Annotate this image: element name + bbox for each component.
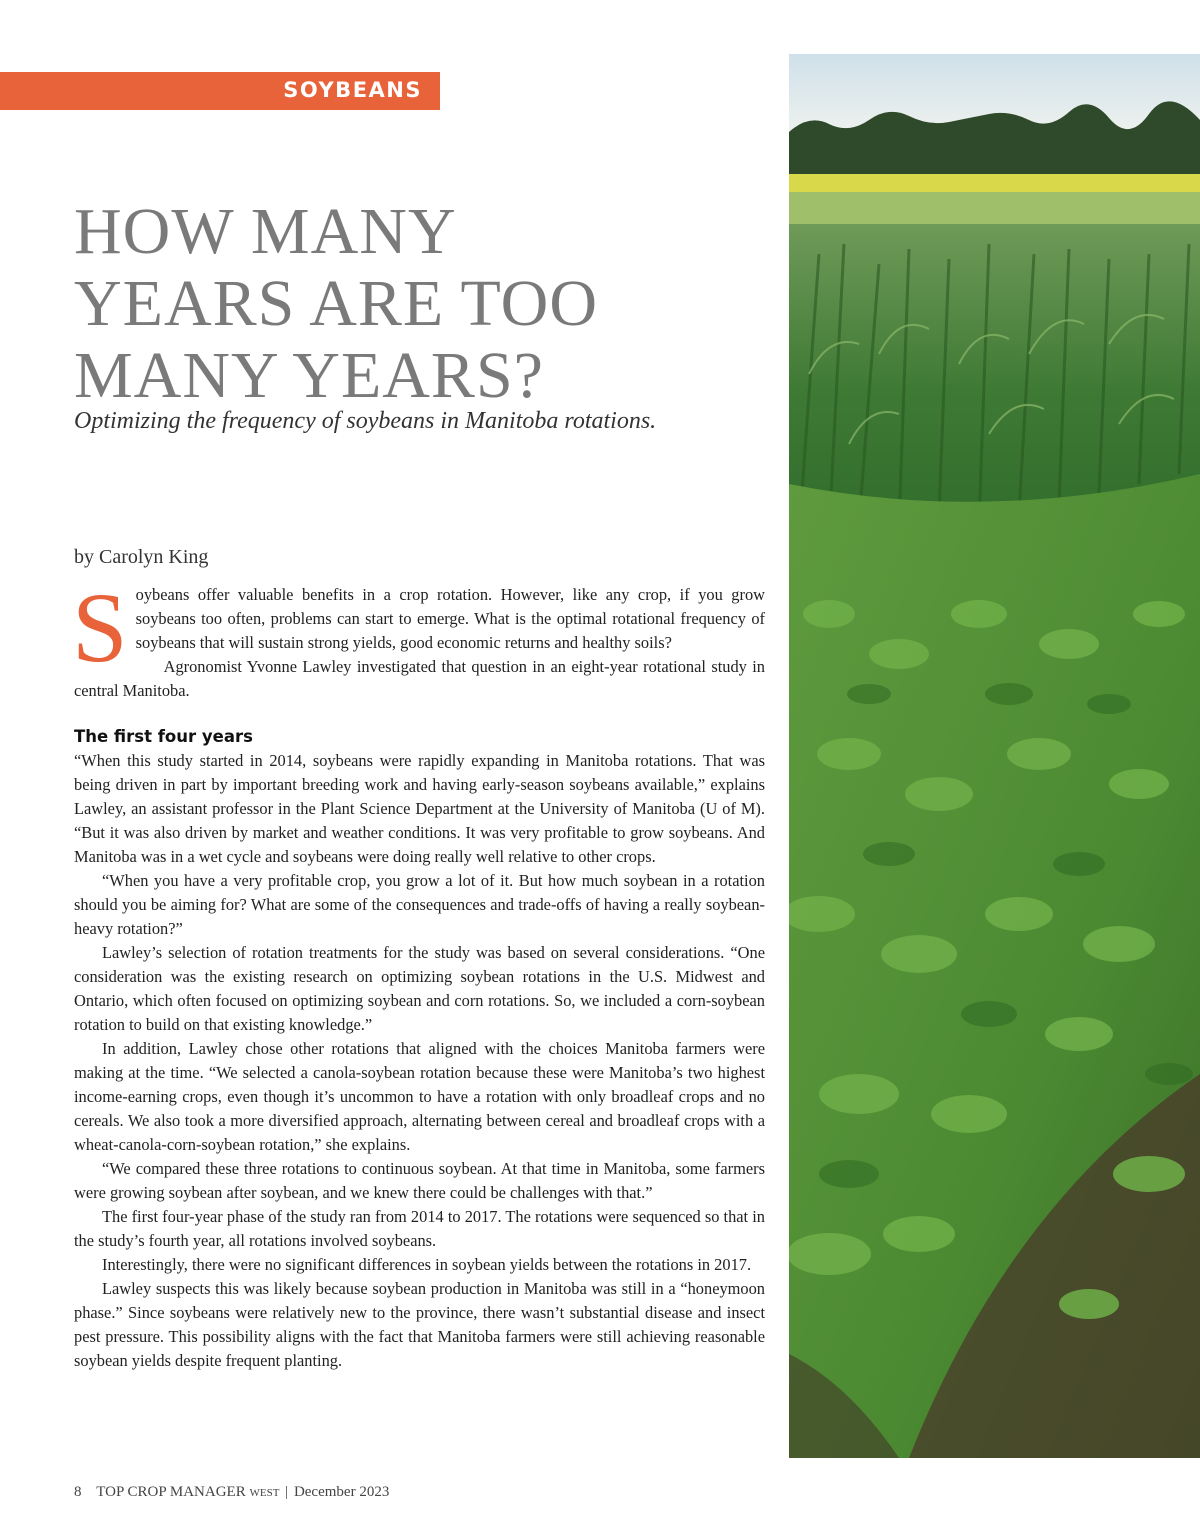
section-tag	[0, 72, 440, 110]
paragraph: “When you have a very profitable crop, you grow a lot of it. But how much soybean in a rotation should you be aiming for? What are some of the consequences and trade-offs of having a really soybean-heavy rotation?”	[74, 871, 765, 938]
article-subtitle: Optimizing the frequency of soybeans in Manitoba rotations.	[74, 408, 657, 434]
paragraph: “We compared these three rotations to continuous soybean. At that time in Manitoba, some farmers were growing soybean after soybean, and we knew there could be challenges with that.”	[74, 1159, 765, 1202]
paragraph: “When this study started in 2014, soybeans were rapidly expanding in Manitoba rotations. That was being driven in part by important breeding work and having early-season soybeans available,” explains Lawley, an assistant professor in the Plant Science Department at the University of Manitoba (U of M). “But it was also driven by market and weather conditions. It was very profitable to grow soybeans. And Manitoba was in a wet cycle and soybeans were doing really well relative to other crops.	[74, 751, 765, 866]
drop-cap: S	[72, 572, 128, 683]
article-title	[74, 196, 774, 412]
field-photo	[789, 54, 1200, 1458]
paragraph: In addition, Lawley chose other rotations that aligned with the choices Manitoba farmers were making at the time. “We selected a canola-soybean rotation because these were Manitoba’s two highest income-earning crops, even though it’s uncommon to have a rotation with only broadleaf crops and no cereals. We also took a more diversified approach, alternating between cereal and broadleaf crops with a wheat-canola-corn-soybean rotation,” she explains.	[74, 1039, 765, 1154]
paragraph: Lawley suspects this was likely because soybean production in Manitoba was still in a “honeymoon phase.” Since soybeans were relatively new to the province, there wasn’t substantial disease and insect pest pressure. This possibility aligns with the fact that Manitoba farmers were still achieving reasonable soybean yields despite frequent planting.	[74, 1279, 765, 1370]
title-line: YEARS ARE TOO	[74, 267, 598, 340]
publication-name: TOP CROP MANAGER	[96, 1484, 246, 1500]
paragraph: Agronomist Yvonne Lawley investigated that question in an eight-year rotational study in central Manitoba.	[74, 657, 765, 700]
paragraph: Interestingly, there were no significant differences in soybean yields between the rotations in 2017.	[102, 1255, 752, 1274]
page-footer	[74, 1484, 389, 1501]
byline: by Carolyn King	[74, 546, 209, 568]
publication-edition: WEST	[249, 1487, 280, 1499]
section-heading: The first four years	[74, 727, 253, 746]
footer-separator: |	[285, 1484, 289, 1500]
intro-text: oybeans offer valuable benefits in a crop rotation. However, like any crop, if you grow soybeans too often, problems can start to emerge. What is the optimal rotational frequency of soybeans that will sustain strong yields, good economic returns and healthy soils?	[135, 585, 765, 652]
paragraph: The first four-year phase of the study ran from 2014 to 2017. The rotations were sequenced so that in the study’s fourth year, all rotations involved soybeans.	[74, 1207, 765, 1250]
article-body	[72, 572, 765, 1373]
page-number: 8	[74, 1484, 82, 1500]
title-line: HOW MANY	[74, 195, 457, 268]
title-line: MANY YEARS?	[74, 339, 544, 412]
section-tag-label: SOYBEANS	[283, 78, 422, 102]
issue-date: December 2023	[293, 1484, 390, 1500]
paragraph: Lawley’s selection of rotation treatments for the study was based on several considerations. “One consideration was the existing research on optimizing soybean rotations in the U.S. Midwest and Ontario, which often focused on optimizing soybean and corn rotations. So, we included a corn-soybean rotation to build on that existing knowledge.”	[74, 943, 765, 1034]
